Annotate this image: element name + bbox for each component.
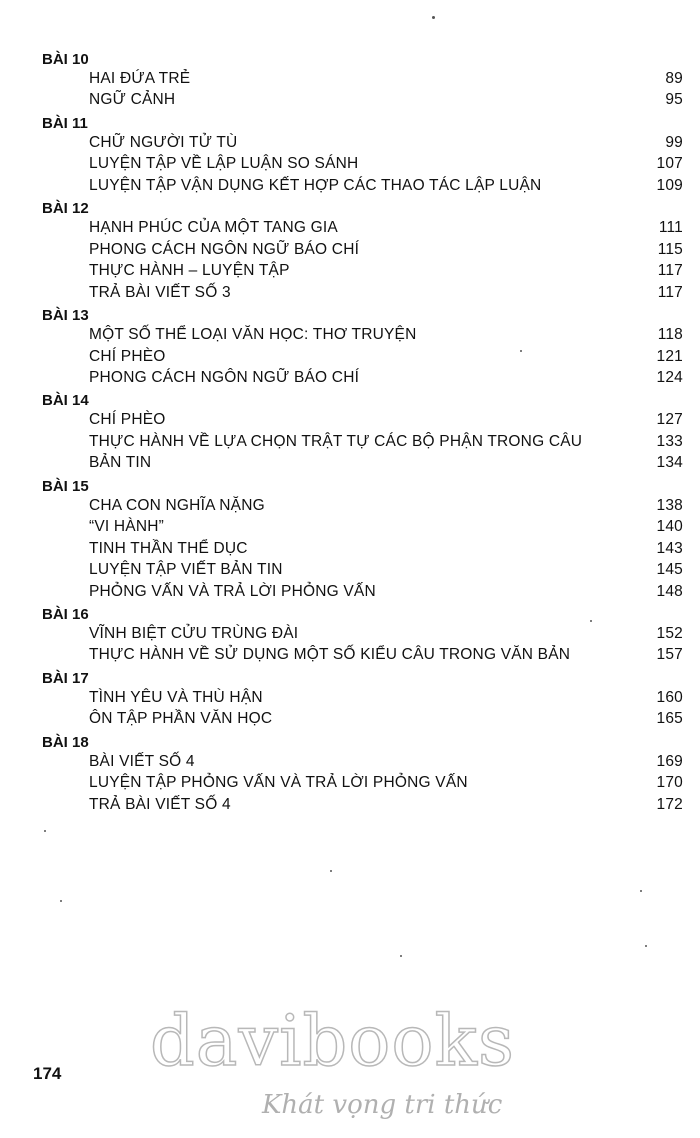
section-heading: BÀI 17 bbox=[42, 669, 89, 687]
toc-entry-page: 89 bbox=[665, 70, 683, 87]
section-heading: BÀI 11 bbox=[42, 114, 88, 132]
toc-entry-title: “VI HÀNH” bbox=[89, 518, 164, 536]
section-heading: BÀI 10 bbox=[42, 51, 89, 68]
toc-entry-page: 143 bbox=[656, 539, 683, 557]
watermark-brand: davibooks bbox=[150, 1000, 515, 1082]
toc-entry-title: LUYỆN TẬP VẬN DỤNG KẾT HỢP CÁC THAO TÁC LẬP LUẬN bbox=[89, 176, 542, 194]
toc-entry-page: 152 bbox=[656, 625, 683, 642]
toc-entry-title: TRẢ BÀI VIẾT SỐ 3 bbox=[89, 283, 231, 301]
toc-entry-page: 118 bbox=[657, 326, 683, 344]
toc-entry-title: TRẢ BÀI VIẾT SỐ 4 bbox=[89, 795, 231, 813]
toc-entry-page: 117 bbox=[657, 283, 683, 301]
toc-entry-title: PHONG CÁCH NGÔN NGỮ BÁO CHÍ bbox=[89, 368, 360, 386]
toc-entry-title: BẢN TIN bbox=[89, 454, 152, 472]
toc-entry-title: THỰC HÀNH – LUYỆN TẬP bbox=[89, 262, 290, 280]
scan-speck bbox=[400, 955, 402, 957]
toc-entry-page: 124 bbox=[656, 368, 683, 386]
toc-entry-title: HẠNH PHÚC CỦA MỘT TANG GIA bbox=[89, 219, 338, 237]
toc-entry-title: VĨNH BIỆT CỬU TRÙNG ĐÀI bbox=[89, 625, 299, 642]
toc-entry-title: TINH THẦN THỂ DỤC bbox=[89, 539, 248, 557]
section-heading: BÀI 15 bbox=[42, 477, 89, 495]
toc-entry-page: 157 bbox=[656, 646, 683, 664]
toc-entry-page: 165 bbox=[656, 710, 683, 728]
toc-entry-page: 172 bbox=[656, 795, 683, 813]
toc-entry-title: CHA CON NGHĨA NẶNG bbox=[89, 496, 265, 514]
toc-entry-title: CHÍ PHÈO bbox=[89, 411, 166, 429]
toc-entry-title: HAI ĐỨA TRẺ bbox=[89, 70, 191, 87]
toc-entry-title: PHONG CÁCH NGÔN NGỮ BÁO CHÍ bbox=[89, 240, 360, 258]
toc-entry-page: 138 bbox=[656, 496, 683, 514]
scan-speck bbox=[520, 350, 522, 352]
toc-entry-page: 117 bbox=[657, 262, 683, 280]
scan-speck bbox=[60, 900, 62, 902]
section-heading: BÀI 16 bbox=[42, 606, 89, 623]
toc-entry-title: LUYỆN TẬP PHỎNG VẤN VÀ TRẢ LỜI PHỎNG VẤN bbox=[89, 774, 468, 792]
toc-entry-title: THỰC HÀNH VỀ SỬ DỤNG MỘT SỐ KIỂU CÂU TRONG VĂN BẢN bbox=[89, 646, 571, 664]
toc-entry-title: PHỎNG VẤN VÀ TRẢ LỜI PHỎNG VẤN bbox=[89, 582, 376, 600]
toc-entry-page: 170 bbox=[656, 774, 683, 792]
section-heading: BÀI 12 bbox=[42, 200, 89, 218]
toc-entry-page: 127 bbox=[656, 411, 683, 429]
toc-entry-page: 169 bbox=[656, 752, 683, 770]
toc-entry-title: MỘT SỐ THỂ LOẠI VĂN HỌC: THƠ TRUYỆN bbox=[89, 326, 417, 344]
toc-entry-title: LUYỆN TẬP VỀ LẬP LUẬN SO SÁNH bbox=[89, 155, 359, 173]
toc-entry-title: NGỮ CẢNH bbox=[89, 91, 176, 109]
section-heading: BÀI 14 bbox=[42, 392, 89, 410]
toc-entry-title: CHỮ NGƯỜI TỬ TÙ bbox=[89, 133, 238, 151]
scan-speck bbox=[640, 890, 642, 892]
toc-entry-page: 145 bbox=[656, 561, 683, 579]
toc-entry-title: THỰC HÀNH VỀ LỰA CHỌN TRẬT TỰ CÁC BỘ PHẬN TRONG CÂU bbox=[89, 432, 583, 450]
toc-entry-page: 160 bbox=[656, 688, 683, 706]
toc-entry-page: 121 bbox=[656, 347, 683, 365]
toc-entry-page: 148 bbox=[656, 582, 683, 600]
toc-entry-title: LUYỆN TẬP VIẾT BẢN TIN bbox=[89, 561, 283, 579]
toc-entry-page: 140 bbox=[656, 518, 683, 536]
scan-speck bbox=[44, 830, 46, 832]
toc-entry-page: 95 bbox=[665, 91, 683, 109]
toc-entry-title: BÀI VIẾT SỐ 4 bbox=[89, 752, 195, 770]
toc-entry-page: 134 bbox=[656, 454, 683, 472]
scan-speck bbox=[330, 870, 332, 872]
section-heading: BÀI 18 bbox=[42, 733, 89, 751]
scan-speck bbox=[590, 620, 592, 622]
toc-entry-page: 107 bbox=[656, 155, 683, 173]
scan-speck bbox=[645, 945, 647, 947]
toc-entry-page: 109 bbox=[656, 176, 683, 194]
page-number: 174 bbox=[33, 1064, 62, 1083]
toc-entry-title: ÔN TẬP PHẦN VĂN HỌC bbox=[89, 710, 273, 728]
scan-speck bbox=[432, 16, 435, 19]
toc-entry-page: 99 bbox=[665, 133, 683, 151]
watermark-tagline: Khát vọng tri thức bbox=[262, 1090, 503, 1120]
watermark bbox=[150, 996, 550, 1136]
section-heading: BÀI 13 bbox=[42, 307, 89, 325]
toc-entry-title: CHÍ PHÈO bbox=[89, 347, 166, 365]
toc-entry-page: 133 bbox=[656, 432, 683, 450]
toc-entry-page: 115 bbox=[657, 240, 683, 258]
toc-entry-page: 111 bbox=[658, 219, 683, 237]
toc-entry-title: TÌNH YÊU VÀ THÙ HẬN bbox=[89, 688, 263, 706]
